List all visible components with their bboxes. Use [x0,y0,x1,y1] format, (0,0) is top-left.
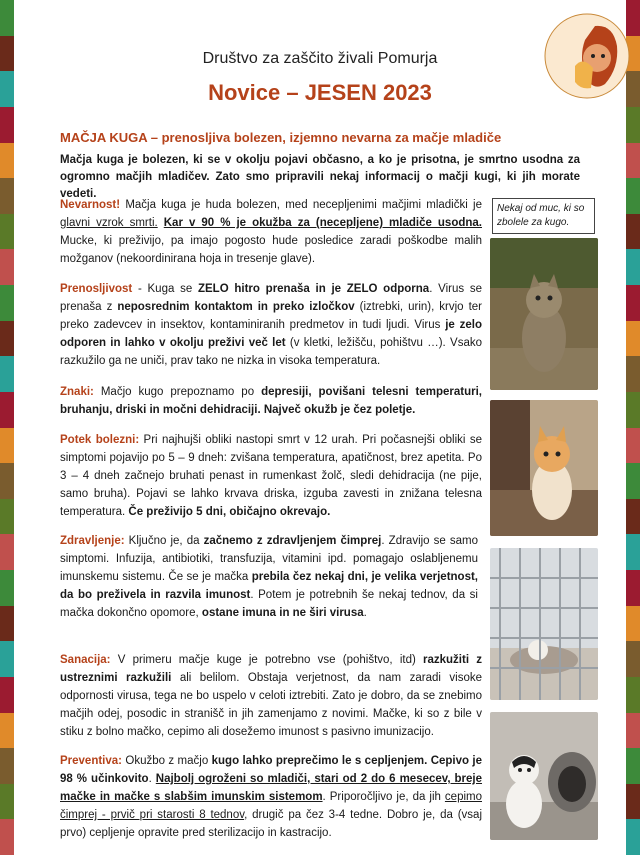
strip-block [626,534,640,570]
strip-block [626,748,640,784]
strip-block [626,713,640,749]
strip-block [626,392,640,428]
strip-block [626,356,640,392]
strip-block [626,321,640,357]
strip-block [0,249,14,285]
strip-block [626,677,640,713]
strip-block [0,713,14,749]
strip-block [626,178,640,214]
strip-block [0,606,14,642]
strip-block [626,107,640,143]
strip-block [0,71,14,107]
strip-block [626,249,640,285]
strip-block [626,641,640,677]
strip-block [0,534,14,570]
right-color-strip [626,0,640,855]
newsletter-page [60,0,585,855]
section-znaki: Znaki: Mačjo kugo prepoznamo po depresiji, povišani telesni temperaturi, bruhanju, driski in močni dehidraciji. Največ okužb je čez poletje. [60,386,483,416]
strip-block [0,677,14,713]
kitten-photo-tabby [490,238,598,390]
strip-block [0,143,14,179]
strip-block [626,428,640,464]
strip-block [626,784,640,820]
strip-block [0,321,14,357]
organization-logo [535,6,635,106]
kitten-photo-cage [490,548,598,700]
strip-block [0,428,14,464]
strip-block [626,570,640,606]
strip-block [626,499,640,535]
kitten-photo-ginger [490,400,598,536]
section-prenosljivost: Prenosljivost - Kuga se ZELO hitro prenaša in je ZELO odporna. Virus se prenaša z neposrednim kontaktom in preko izločkov (iztrebki, urin), krvjo ter preko zadevcev in insektov, kontaminiranih predmetov in tudi ljudi. Virus je zelo odporen in lahko v okolju preživi več let (v kletki, ležišču, pohištvu …). Vsako razkužilo ga ne uniči, prav tako ne nizka in visoka temperatura. [60,283,483,367]
strip-block [0,784,14,820]
strip-block [626,285,640,321]
issue-title: Novice – JESEN 2023 [208,80,432,105]
section-sanacija: Sanacija: V primeru mačje kuge je potrebno vse (pohištvo, itd) razkužiti z ustreznimi razkužili ali belilom. Obstaja verjetnost, da nam zaradi visoke odpornosti virusa, tega ne bo uspelo v celoti iztrebiti. Zato je dobro, da se znebimo mačjih odej, posodic in stranišč in jih zamenjamo z novimi. Mačke, ki so z bile v stiku z bolno mačko, cepimo ali dosežemo imunost s pasivno imunizacijo. [60,654,482,738]
strip-block [0,214,14,250]
strip-block [626,463,640,499]
strip-block [0,641,14,677]
strip-block [0,178,14,214]
nevarnost-label: Nevarnost! [60,199,121,211]
article-title: MAČJA KUGA – prenosljiva bolezen, izjemno nevarna za mačje mladiče [60,130,502,145]
section-zdravljenje: Zdravljenje: Ključno je, da začnemo z zdravljenjem čimprej. Zdravijo se samo simptomi. Infuzija, antibiotiki, transfuzija, vitamini ipd. pomagajo oslabljenemu imunskemu sistemu. Če se je mačka prebila čez nekaj dni, je velika verjetnost, da bo preživela in razvila imunost. Potem je potrebnih še nekaj tednov, da si mačka dokončno opomore, ostane imuna in ne širi virusa. [60,535,479,619]
strip-block [0,392,14,428]
section-potek-bolezni: Potek bolezni: Pri najhujši obliki nastopi smrt v 12 urah. Pri počasnejši obliki se simptomi pojavijo po 5 – 9 dneh: zvišana temperatura, apatičnost, brez apetita. Po 3 – 4 dneh začnejo bruhati penast in rumenkast žolč, sledi dehidracija (ne pije, samo bruha). Pojavi se lahko krvava driska, izguba zavesti in znižana telesna temperatura. Če preživijo 5 dni, običajno okrevajo. [60,434,483,518]
strip-block [0,748,14,784]
strip-block [0,36,14,72]
article-intro: Mačja kuga je bolezen, ki se v okolju pojavi občasno, a ko je prisotna, je smrtno usodna za ogromno mačjih mladičev. Zato smo pripravili nekaj informacij o mačji kugi, ki jih morate vedeti. [60,154,580,200]
strip-block [626,214,640,250]
strip-block [0,0,14,36]
strip-block [0,570,14,606]
strip-block [0,463,14,499]
organization-name: Društvo za zaščito živali Pomurja [202,50,438,67]
strip-block [0,107,14,143]
photo-caption: Nekaj od muc, ki so zbolele za kugo. [492,198,595,234]
strip-block [0,285,14,321]
left-color-strip [0,0,14,855]
strip-block [626,143,640,179]
strip-block [626,606,640,642]
section-nevarnost: Nevarnost! Mačja kuga je huda bolezen, med necepljenimi mačjimi mladički je glavni vzrok smrti. Kar v 90 % je okužba za (necepljene) mladiče usodna. Mucke, ki preživijo, pa imajo pogosto hude posledice zaradi poškodbe malih možganov (nekoordinirana hoja in tresenje glave). [60,199,482,265]
kitten-photo-bed [490,712,598,840]
section-preventiva: Preventiva: Okužbo z mačjo kugo lahko preprečimo le s cepljenjem. Cepivo je 98 % učinkovito. Najbolj ogroženi so mladiči, stari od 2 do 6 mesecev, breje mačke in mačke s slabšim imunskim sistemom. Priporočljivo je, da jih cepimo čimprej - prvič pri starosti 8 tednov, drugič pa čez 3-4 tedne. Dobro je, da (vsaj prvo) cepljenje opravite pred sterilizacijo in kastracijo. [60,755,483,839]
strip-block [0,499,14,535]
strip-block [626,819,640,855]
strip-block [0,819,14,855]
strip-block [0,356,14,392]
